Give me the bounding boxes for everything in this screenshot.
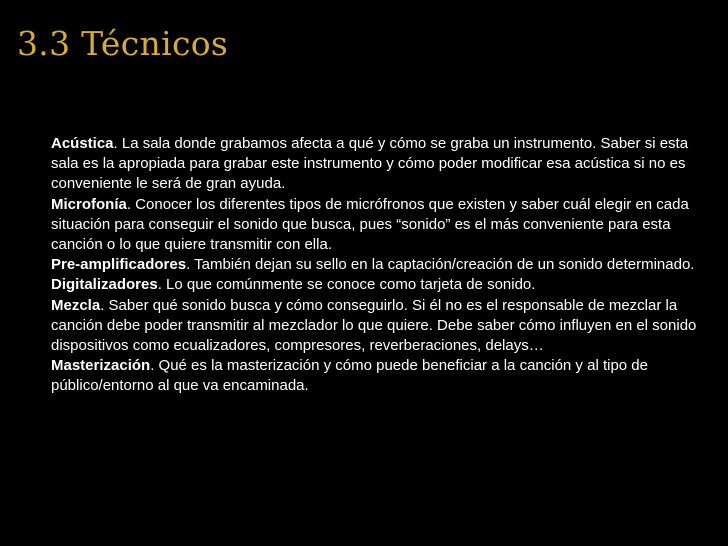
paragraph-digitalizadores [51, 275, 711, 295]
slide-body [51, 134, 711, 397]
description-digitalizadores: . Lo que comúnmente se conoce como tarjeta de sonido. [157, 276, 536, 294]
paragraph-microfonia [51, 195, 711, 256]
description-mezcla: . Saber qué sonido busca y cómo conseguirlo. Si él no es el responsable de mezclar la canción debe poder transmitir al mezclador lo que quiere. Debe saber cómo influyen en el sonido dispositivos como ecualizadores, compresores, reverberaciones, delays… [51, 296, 697, 355]
term-acustica: Acústica [51, 135, 114, 152]
description-masterizacion: . Qué es la masterización y cómo puede beneficiar a la canción y al tipo de público/entorno al que va encaminada. [51, 357, 648, 395]
description-microfonia: . Conocer los diferentes tipos de micrófronos que existen y saber cuál elegir en cada situación para conseguir el sonido que busca, pues “sonido” es el más conveniente para esta canción o lo que quiere transmitir con ella. [51, 195, 689, 254]
term-masterizacion: Masterización [51, 357, 151, 375]
description-preamplificadores: . También dejan su sello en la captación/creación de un sonido determinado. [186, 256, 695, 274]
term-preamplificadores: Pre-amplificadores [51, 256, 187, 274]
paragraph-preamplificadores [51, 255, 711, 275]
description-acustica: . La sala donde grabamos afecta a qué y cómo se graba un instrumento. Saber si esta sala es la apropiada para grabar este instrumento y cómo poder modificar esa acústica si no es conveniente le será de gran ayuda. [51, 135, 689, 193]
paragraph-masterizacion [51, 356, 711, 396]
paragraph-mezcla [51, 296, 711, 357]
term-microfonia: Microfonía [51, 195, 127, 213]
paragraph-acustica [51, 134, 711, 195]
slide-title: 3.3 Técnicos [17, 24, 229, 63]
term-mezcla: Mezcla [51, 296, 101, 314]
term-digitalizadores: Digitalizadores [51, 276, 158, 294]
